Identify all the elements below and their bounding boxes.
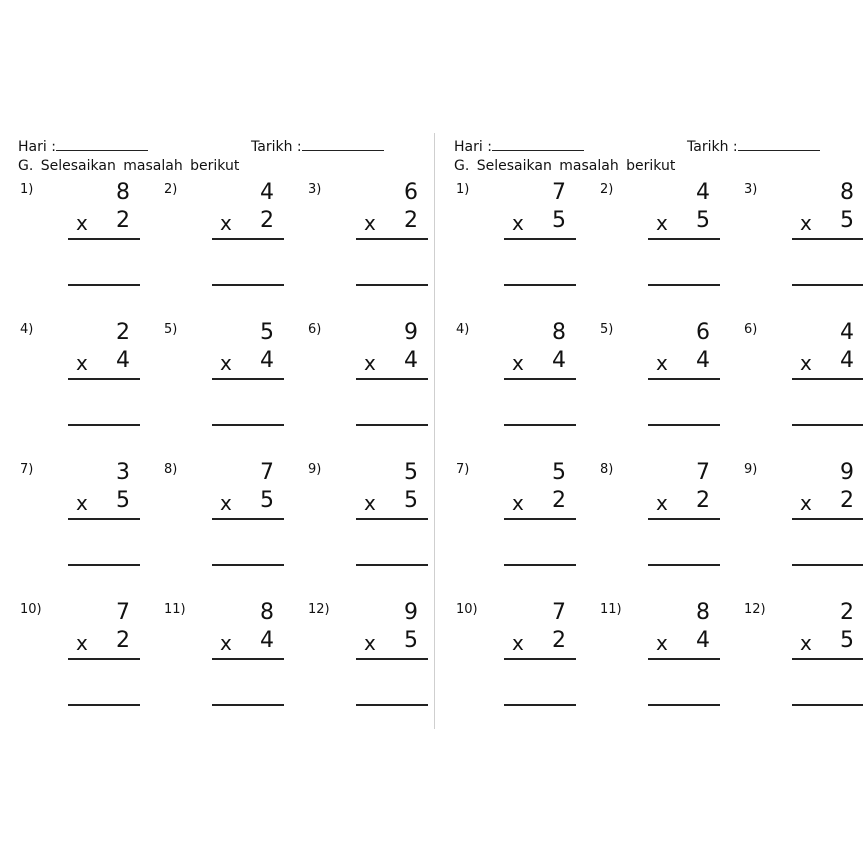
multiplier: 4: [116, 348, 130, 373]
operation-line: [648, 378, 720, 380]
problem-number: 10): [20, 602, 42, 617]
times-sign: x: [512, 351, 524, 375]
operation-line: [68, 378, 140, 380]
problem-3: [308, 176, 448, 316]
answer-line[interactable]: [648, 564, 720, 566]
times-sign: x: [220, 491, 232, 515]
operation-line: [212, 238, 284, 240]
multiplicand: 4: [696, 180, 710, 205]
times-sign: x: [800, 631, 812, 655]
problem-number: 9): [308, 462, 322, 477]
multiplicand: 5: [260, 320, 274, 345]
tarikh-blank[interactable]: [738, 138, 820, 151]
times-sign: x: [800, 211, 812, 235]
problem-number: 6): [308, 322, 322, 337]
problem-number: 7): [456, 462, 470, 477]
problem-number: 3): [744, 182, 758, 197]
problem-2: [164, 176, 304, 316]
multiplicand: 5: [552, 460, 566, 485]
multiplier: 5: [840, 208, 854, 233]
multiplicand: 7: [116, 600, 130, 625]
answer-line[interactable]: [504, 424, 576, 426]
problem-number: 1): [20, 182, 34, 197]
times-sign: x: [364, 491, 376, 515]
multiplier: 4: [260, 628, 274, 653]
multiplicand: 6: [404, 180, 418, 205]
operation-line: [356, 238, 428, 240]
multiplier: 2: [260, 208, 274, 233]
times-sign: x: [512, 491, 524, 515]
hari-blank[interactable]: [56, 138, 148, 151]
times-sign: x: [656, 211, 668, 235]
multiplicand: 9: [404, 600, 418, 625]
answer-line[interactable]: [504, 284, 576, 286]
operation-line: [792, 518, 863, 520]
operation-line: [212, 518, 284, 520]
times-sign: x: [364, 351, 376, 375]
operation-line: [68, 238, 140, 240]
multiplicand: 7: [696, 460, 710, 485]
multiplier: 5: [696, 208, 710, 233]
problem-number: 11): [600, 602, 622, 617]
multiplier: 5: [404, 488, 418, 513]
answer-line[interactable]: [504, 704, 576, 706]
multiplier: 2: [552, 628, 566, 653]
multiplier: 2: [552, 488, 566, 513]
answer-line[interactable]: [212, 424, 284, 426]
operation-line: [792, 238, 863, 240]
operation-line: [356, 378, 428, 380]
tarikh-label: Tarikh :: [251, 139, 302, 155]
tarikh-blank[interactable]: [302, 138, 384, 151]
problem-5: [164, 316, 304, 456]
problem-number: 8): [164, 462, 178, 477]
problem-5: [600, 316, 740, 456]
times-sign: x: [364, 211, 376, 235]
multiplicand: 7: [552, 180, 566, 205]
multiplier: 4: [840, 348, 854, 373]
times-sign: x: [656, 631, 668, 655]
problem-number: 12): [744, 602, 766, 617]
operation-line: [68, 518, 140, 520]
hari-field: [454, 138, 584, 155]
answer-line[interactable]: [356, 704, 428, 706]
answer-line[interactable]: [356, 284, 428, 286]
problem-number: 1): [456, 182, 470, 197]
problem-9: [308, 456, 448, 596]
multiplier: 4: [696, 348, 710, 373]
problem-number: 2): [164, 182, 178, 197]
answer-line[interactable]: [212, 704, 284, 706]
problem-grid: [0, 176, 432, 736]
multiplicand: 9: [840, 460, 854, 485]
answer-line[interactable]: [68, 284, 140, 286]
answer-line[interactable]: [68, 564, 140, 566]
multiplicand: 2: [116, 320, 130, 345]
instruction: G. Selesaikan masalah berikut: [18, 158, 240, 174]
times-sign: x: [76, 491, 88, 515]
multiplier: 2: [696, 488, 710, 513]
problem-number: 8): [600, 462, 614, 477]
operation-line: [504, 238, 576, 240]
hari-label: Hari :: [454, 139, 492, 155]
multiplicand: 8: [260, 600, 274, 625]
operation-line: [504, 518, 576, 520]
multiplier: 2: [116, 208, 130, 233]
multiplier: 2: [116, 628, 130, 653]
problem-3: [744, 176, 863, 316]
answer-line[interactable]: [356, 424, 428, 426]
operation-line: [648, 238, 720, 240]
multiplicand: 4: [260, 180, 274, 205]
tarikh-label: Tarikh :: [687, 139, 738, 155]
answer-line[interactable]: [68, 704, 140, 706]
operation-line: [212, 378, 284, 380]
answer-line[interactable]: [356, 564, 428, 566]
problem-number: 4): [20, 322, 34, 337]
problem-7: [456, 456, 596, 596]
answer-line[interactable]: [792, 704, 863, 706]
problem-11: [600, 596, 740, 736]
multiplier: 5: [840, 628, 854, 653]
hari-field: [18, 138, 148, 155]
times-sign: x: [220, 211, 232, 235]
problem-6: [308, 316, 448, 456]
problem-12: [308, 596, 448, 736]
answer-line[interactable]: [648, 424, 720, 426]
problem-number: 5): [164, 322, 178, 337]
problem-number: 5): [600, 322, 614, 337]
problem-11: [164, 596, 304, 736]
problem-9: [744, 456, 863, 596]
answer-line[interactable]: [68, 424, 140, 426]
times-sign: x: [512, 211, 524, 235]
multiplier: 4: [260, 348, 274, 373]
multiplicand: 7: [260, 460, 274, 485]
multiplicand: 8: [696, 600, 710, 625]
problem-1: [20, 176, 160, 316]
multiplier: 5: [116, 488, 130, 513]
times-sign: x: [656, 351, 668, 375]
operation-line: [792, 658, 863, 660]
problem-number: 3): [308, 182, 322, 197]
times-sign: x: [76, 631, 88, 655]
problem-number: 9): [744, 462, 758, 477]
times-sign: x: [512, 631, 524, 655]
answer-line[interactable]: [212, 284, 284, 286]
operation-line: [356, 658, 428, 660]
multiplier: 5: [552, 208, 566, 233]
problem-8: [600, 456, 740, 596]
multiplier: 2: [404, 208, 418, 233]
problem-7: [20, 456, 160, 596]
answer-line[interactable]: [212, 564, 284, 566]
problem-number: 6): [744, 322, 758, 337]
times-sign: x: [76, 351, 88, 375]
hari-label: Hari :: [18, 139, 56, 155]
tarikh-field: [251, 138, 384, 155]
problem-4: [20, 316, 160, 456]
problem-10: [456, 596, 596, 736]
multiplicand: 9: [404, 320, 418, 345]
multiplicand: 3: [116, 460, 130, 485]
multiplier: 4: [552, 348, 566, 373]
problem-number: 4): [456, 322, 470, 337]
multiplicand: 5: [404, 460, 418, 485]
operation-line: [648, 518, 720, 520]
multiplicand: 2: [840, 600, 854, 625]
problem-number: 12): [308, 602, 330, 617]
answer-line[interactable]: [648, 704, 720, 706]
problem-10: [20, 596, 160, 736]
times-sign: x: [364, 631, 376, 655]
multiplicand: 8: [552, 320, 566, 345]
problem-12: [744, 596, 863, 736]
times-sign: x: [220, 631, 232, 655]
problem-number: 11): [164, 602, 186, 617]
multiplier: 5: [260, 488, 274, 513]
answer-line[interactable]: [792, 564, 863, 566]
operation-line: [792, 378, 863, 380]
operation-line: [68, 658, 140, 660]
multiplicand: 8: [840, 180, 854, 205]
multiplier: 2: [840, 488, 854, 513]
problem-number: 7): [20, 462, 34, 477]
problem-number: 10): [456, 602, 478, 617]
problem-8: [164, 456, 304, 596]
operation-line: [356, 518, 428, 520]
times-sign: x: [656, 491, 668, 515]
worksheet-left: [0, 136, 432, 736]
multiplier: 4: [404, 348, 418, 373]
times-sign: x: [800, 491, 812, 515]
operation-line: [504, 378, 576, 380]
worksheet-right: [436, 136, 863, 736]
multiplicand: 4: [840, 320, 854, 345]
operation-line: [648, 658, 720, 660]
multiplicand: 8: [116, 180, 130, 205]
answer-line[interactable]: [792, 424, 863, 426]
answer-line[interactable]: [504, 564, 576, 566]
operation-line: [212, 658, 284, 660]
multiplier: 5: [404, 628, 418, 653]
instruction: G. Selesaikan masalah berikut: [454, 158, 676, 174]
tarikh-field: [687, 138, 820, 155]
multiplicand: 7: [552, 600, 566, 625]
times-sign: x: [76, 211, 88, 235]
problem-4: [456, 316, 596, 456]
operation-line: [504, 658, 576, 660]
problem-2: [600, 176, 740, 316]
problem-number: 2): [600, 182, 614, 197]
problem-1: [456, 176, 596, 316]
times-sign: x: [800, 351, 812, 375]
answer-line[interactable]: [648, 284, 720, 286]
multiplicand: 6: [696, 320, 710, 345]
times-sign: x: [220, 351, 232, 375]
multiplier: 4: [696, 628, 710, 653]
answer-line[interactable]: [792, 284, 863, 286]
hari-blank[interactable]: [492, 138, 584, 151]
problem-6: [744, 316, 863, 456]
problem-grid: [436, 176, 863, 736]
